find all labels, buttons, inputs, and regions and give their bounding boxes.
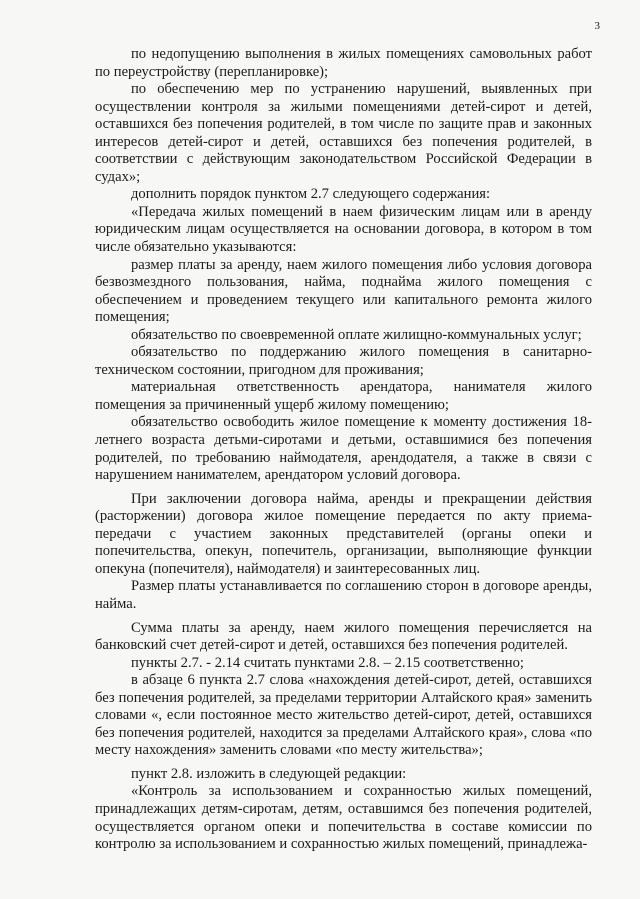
paragraph: материальная ответственность арендатора, нанимателя жилого помещения за причиненный ущерб жилому помещению; <box>95 379 592 413</box>
paragraph: пункты 2.7. - 2.14 считать пунктами 2.8. – 2.15 соответственно; <box>131 654 524 671</box>
paragraph: в абзаце 6 пункта 2.7 слова «нахождения детей-сирот, детей, оставшихся без попечения родителей, за пределами территории Алтайского края» заменить словами «, если постоянное место жительство детей-сирот, детей, оставшихся без попечения родителей, находится за пределами Алтайского края», слова «по месту нахождения» заменить словами «по месту жительства»; <box>95 672 592 759</box>
paragraph: Размер платы устанавливается по соглашению сторон в договоре аренды, найма. <box>95 578 592 612</box>
paragraph: обязательство по поддержанию жилого помещения в санитарно-техническом состоянии, пригодном для проживания; <box>95 344 592 378</box>
paragraph: пункт 2.8. изложить в следующей редакции: <box>131 765 407 782</box>
paragraph: обязательство по своевременной оплате жилищно-коммунальных услуг; <box>131 326 582 343</box>
paragraph: обязательство освободить жилое помещение к моменту достижения 18-летнего возраста детьми-сиротами и детьми, оставшимися без попечения родителей, по требованию наймодателя, арендодателя, а также в связи с нарушением нанимателем, арендатором условий договора. <box>95 414 592 484</box>
document-body <box>95 46 592 854</box>
paragraph: дополнить порядок пунктом 2.7 следующего содержания: <box>131 186 491 203</box>
paragraph: по обеспечению мер по устранению нарушений, выявленных при осуществлении контроля за жилыми помещениями детей-сирот и детей, оставшихся без попечения родителей, в том числе по защите прав и законных интересов детей-сирот и детей, оставшихся без попечения родителей, в соответствии с действующим законодательством Российской Федерации в судах»; <box>95 81 592 185</box>
paragraph: «Передача жилых помещений в наем физическим лицам или в аренду юридическим лицам осуществляется на основании договора, в котором в том числе обязательно указываются: <box>95 203 592 256</box>
paragraph: Сумма платы за аренду, наем жилого помещения перечисляется на банковский счет детей-сирот и детей, оставшихся без попечения родителей. <box>95 619 592 654</box>
paragraph: При заключении договора найма, аренды и прекращении действия (расторжении) договора жилое помещение передается по акту приема-передачи с участием законных представителей (органы опеки и попечительства, опекун, попечитель, организации, выполняющие функции опекуна (попечителя), наймодателя) и заинтересованных лиц. <box>95 490 592 577</box>
paragraph: размер платы за аренду, наем жилого помещения либо условия договора безвозмездного пользования, найма, поднайма жилого помещения с обеспечением и проведением текущего или капитального ремонта жилого помещения; <box>95 256 592 326</box>
page-number: 3 <box>594 20 600 32</box>
paragraph: по недопущению выполнения в жилых помещениях самовольных работ по переустройству (перепланировке); <box>95 46 592 80</box>
paragraph: «Контроль за использованием и сохранностью жилых помещений, принадлежащих детям-сиротам, детям, оставшимся без попечения родителей, осуществляется органом опеки и попечительства в составе комиссии по контролю за использованием и сохранностью жилых помещений, принадлежа- <box>95 783 592 853</box>
